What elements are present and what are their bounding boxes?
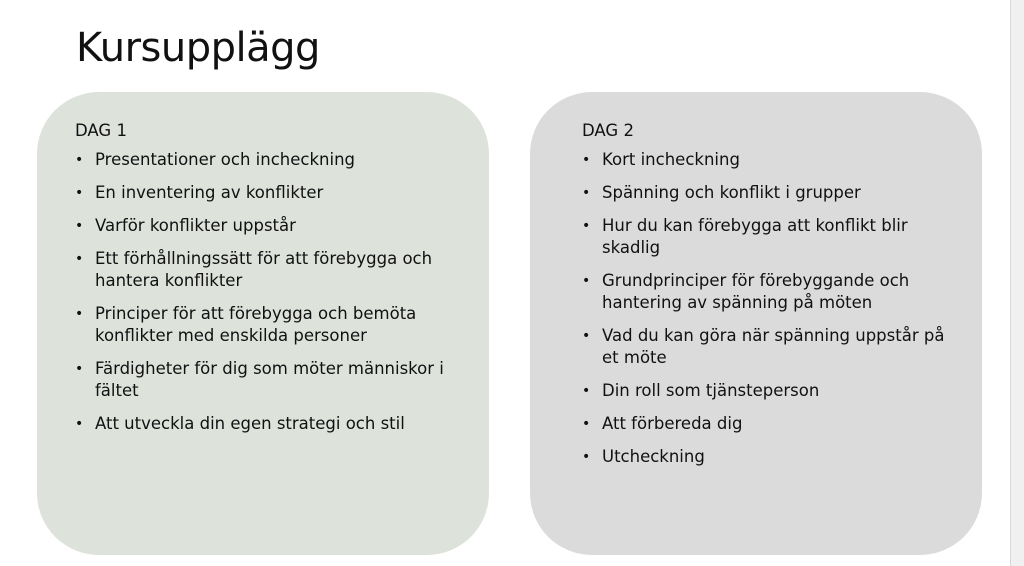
- list-item-text: Att förbereda dig: [602, 414, 743, 433]
- list-item: [582, 325, 952, 369]
- day-2-card: [530, 92, 982, 555]
- bullet-icon: •: [75, 361, 84, 377]
- list-item-text: Att utveckla din egen strategi och stil: [95, 414, 405, 433]
- day-1-heading: DAG 1: [75, 121, 127, 140]
- bullet-icon: •: [582, 152, 591, 168]
- list-item: [75, 215, 459, 237]
- bullet-icon: •: [582, 383, 591, 399]
- window-edge: [1010, 0, 1024, 566]
- bullet-icon: •: [582, 416, 591, 432]
- list-item-text: Varför konflikter uppstår: [95, 216, 296, 235]
- list-item: [582, 380, 952, 402]
- list-item-text: Spänning och konflikt i grupper: [602, 183, 861, 202]
- list-item: [75, 248, 459, 292]
- list-item-text: Färdigheter för dig som möter människor i fältet: [95, 359, 444, 400]
- list-item: [582, 182, 952, 204]
- bullet-icon: •: [582, 185, 591, 201]
- bullet-icon: •: [582, 328, 591, 344]
- list-item: [582, 413, 952, 435]
- bullet-icon: •: [75, 416, 84, 432]
- list-item-text: Principer för att förebygga och bemöta konflikter med enskilda personer: [95, 304, 417, 345]
- list-item-text: Din roll som tjänsteperson: [602, 381, 820, 400]
- day-2-heading: DAG 2: [582, 121, 634, 140]
- bullet-icon: •: [75, 306, 84, 322]
- bullet-icon: •: [582, 273, 591, 289]
- bullet-icon: •: [582, 449, 591, 465]
- list-item: [75, 303, 459, 347]
- bullet-icon: •: [75, 152, 84, 168]
- bullet-icon: •: [582, 218, 591, 234]
- list-item-text: Utcheckning: [602, 447, 705, 466]
- list-item: [582, 215, 952, 259]
- list-item-text: Grundprinciper för förebyggande och hantering av spänning på möten: [602, 271, 910, 312]
- list-item: [75, 358, 459, 402]
- day-1-list: [75, 149, 459, 435]
- list-item: [75, 413, 459, 435]
- day-2-list: [582, 149, 952, 468]
- bullet-icon: •: [75, 185, 84, 201]
- list-item-text: Ett förhållningssätt för att förebygga och hantera konflikter: [95, 249, 433, 290]
- list-item: [75, 182, 459, 204]
- list-item-text: En inventering av konflikter: [95, 183, 324, 202]
- list-item: [582, 446, 952, 468]
- list-item: [75, 149, 459, 171]
- list-item: [582, 149, 952, 171]
- day-1-card: [37, 92, 489, 555]
- list-item: [582, 270, 952, 314]
- list-item-text: Vad du kan göra när spänning uppstår på et möte: [602, 326, 945, 367]
- list-item-text: Hur du kan förebygga att konflikt blir skadlig: [602, 216, 908, 257]
- bullet-icon: •: [75, 251, 84, 267]
- slide-title: Kursupplägg: [76, 25, 320, 71]
- list-item-text: Kort incheckning: [602, 150, 740, 169]
- bullet-icon: •: [75, 218, 84, 234]
- list-item-text: Presentationer och incheckning: [95, 150, 355, 169]
